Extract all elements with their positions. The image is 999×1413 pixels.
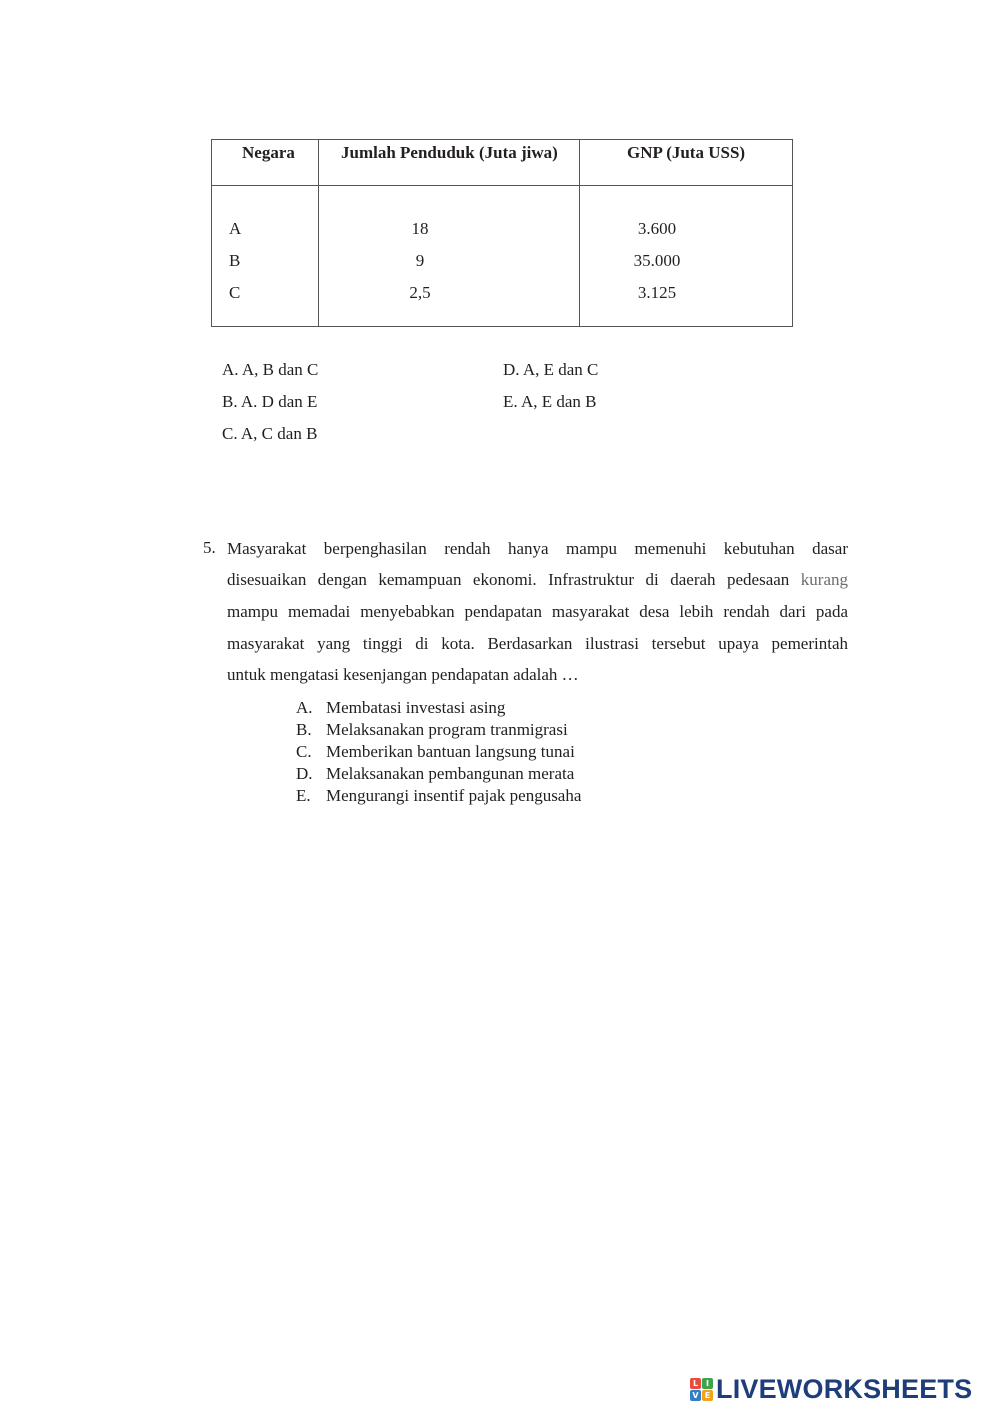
- header-divider: [212, 185, 792, 186]
- table-row: [212, 283, 792, 305]
- logo-tile-v: V: [690, 1390, 701, 1401]
- cell-negara: B: [229, 251, 241, 270]
- logo-tile-i: I: [702, 1378, 713, 1389]
- cell-gnp: 35.000: [633, 251, 681, 270]
- option-letter: C.: [296, 742, 312, 761]
- q5-option-c[interactable]: [296, 741, 581, 763]
- option-text: A, E dan B: [520, 392, 597, 411]
- liveworksheets-logo-text: LIVEWORKSHEETS: [716, 1374, 973, 1404]
- header-jumlah-penduduk: Jumlah Penduduk (Juta jiwa): [341, 143, 558, 162]
- option-letter: D.: [296, 764, 313, 783]
- question-text-segment: disesuaikan dengan kemampuan ekonomi. Infrastruktur di daerah pedesaan: [227, 570, 790, 589]
- liveworksheets-logo-icon: [690, 1378, 713, 1401]
- table-row: [212, 219, 792, 241]
- q5-option-a[interactable]: [296, 697, 581, 719]
- option-text: A, E dan C: [522, 360, 599, 379]
- question-number: 5.: [203, 538, 216, 557]
- option-text: Melaksanakan pembangunan merata: [326, 764, 575, 783]
- cell-gnp: 3.125: [637, 283, 677, 302]
- question-text-line: untuk mengatasi kesenjangan pendapatan adalah …: [227, 665, 579, 684]
- cell-negara: A: [229, 219, 242, 238]
- question-text-line: [227, 569, 848, 591]
- option-letter: D.: [503, 360, 520, 379]
- q5-option-d[interactable]: [296, 763, 581, 785]
- q4-option-b[interactable]: [222, 392, 317, 412]
- option-text: A. D dan E: [240, 392, 318, 411]
- cell-gnp: 3.600: [637, 219, 677, 238]
- option-letter: C.: [222, 424, 238, 443]
- cell-negara: C: [229, 283, 241, 302]
- cell-penduduk: 9: [415, 251, 425, 270]
- logo-tile-l: L: [690, 1378, 701, 1389]
- q4-option-d[interactable]: [503, 360, 598, 380]
- q5-option-b[interactable]: [296, 719, 581, 741]
- option-text: Membatasi investasi asing: [326, 698, 506, 717]
- header-negara: Negara: [242, 143, 295, 162]
- cell-penduduk: 2,5: [409, 283, 431, 302]
- question-text-gray-word: kurang: [800, 570, 848, 589]
- option-letter: E.: [296, 786, 311, 805]
- data-table: [211, 139, 793, 327]
- table-row: [212, 251, 792, 273]
- option-letter: A.: [222, 360, 239, 379]
- question-text-line: mampu memadai menyebabkan pendapatan masyarakat desa lebih rendah dari pada: [227, 602, 848, 621]
- option-text: A, B dan C: [241, 360, 319, 379]
- option-text: Memberikan bantuan langsung tunai: [326, 742, 575, 761]
- option-text: A, C dan B: [240, 424, 318, 443]
- question-text-line: masyarakat yang tinggi di kota. Berdasarkan ilustrasi tersebut upaya pemerintah: [227, 634, 848, 653]
- logo-tile-e: E: [702, 1390, 713, 1401]
- header-gnp: GNP (Juta USS): [627, 143, 746, 162]
- q4-option-e[interactable]: [503, 392, 597, 412]
- q5-options-list: [296, 697, 581, 807]
- q4-option-c[interactable]: [222, 424, 317, 444]
- cell-penduduk: 18: [411, 219, 429, 238]
- liveworksheets-logo[interactable]: [690, 1374, 972, 1404]
- q5-option-e[interactable]: [296, 785, 581, 807]
- option-letter: B.: [296, 720, 312, 739]
- option-letter: B.: [222, 392, 238, 411]
- option-text: Mengurangi insentif pajak pengusaha: [326, 786, 582, 805]
- option-letter: E.: [503, 392, 518, 411]
- q4-option-a[interactable]: [222, 360, 318, 380]
- option-letter: A.: [296, 698, 313, 717]
- option-text: Melaksanakan program tranmigrasi: [326, 720, 568, 739]
- question-text-line: Masyarakat berpenghasilan rendah hanya mampu memenuhi kebutuhan dasar: [227, 539, 848, 558]
